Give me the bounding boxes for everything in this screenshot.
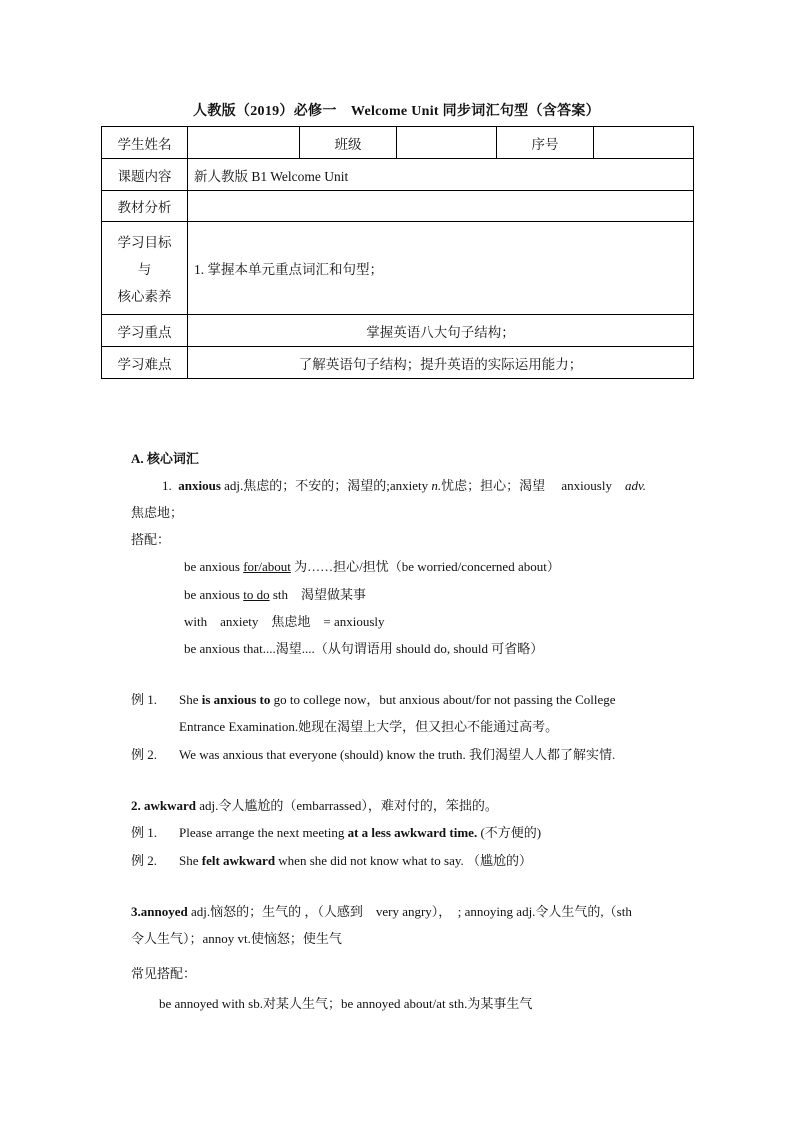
difficult-point-label: 学习难点 (102, 347, 188, 379)
collocation-text: 为……担心/担忧（be worried/concerned about） (290, 559, 560, 574)
example-text: We was anxious that everyone (should) know the truth. 我们渴望人人都了解实情. (179, 747, 616, 762)
collocation-heading: 常见搭配： (131, 966, 197, 981)
entry-annoyed (131, 901, 632, 920)
example-emphasis: at a less awkward time. (347, 825, 478, 840)
goal-label-line: 与 (137, 262, 152, 277)
topic-value: 新人教版 B1 Welcome Unit (188, 159, 694, 191)
info-table (101, 126, 694, 379)
entry-anxious (162, 475, 646, 494)
seat-label: 序号 (497, 127, 594, 159)
example-label: 例 1. (131, 825, 158, 840)
collocation-heading: 搭配： (131, 532, 171, 547)
pos-tag: n. (431, 478, 442, 493)
example-text: Please arrange the next meeting (179, 825, 348, 840)
definition: adj.令人尴尬的（embarrassed），难对付的，笨拙的。 (196, 798, 498, 813)
collocation-item (184, 556, 560, 575)
collocation-item: be annoyed with sb.对某人生气；be annoyed about/at sth.为某事生气 (159, 996, 533, 1011)
definition: 忧虑；担心；渴望 anxiously (441, 478, 625, 493)
table-row (102, 191, 694, 222)
seat-field[interactable] (594, 127, 694, 159)
goal-value: 1. 掌握本单元重点词汇和句型； (188, 222, 694, 315)
key-point-label: 学习重点 (102, 315, 188, 347)
example-text: She (179, 853, 202, 868)
name-label: 学生姓名 (102, 127, 188, 159)
table-row (102, 222, 694, 315)
section-heading: A. 核心词汇 (131, 451, 199, 466)
goal-label (102, 222, 188, 315)
collocation-item (184, 584, 366, 603)
document-title: 人教版（2019）必修一 Welcome Unit 同步词汇句型（含答案） (193, 104, 600, 119)
headword: 3.annoyed (131, 904, 188, 919)
example-sentence (131, 822, 541, 841)
collocation-item: be anxious that....渴望....（从句谓语用 should do, should 可省略） (184, 641, 544, 656)
table-row (102, 127, 694, 159)
example-label: 例 2. (131, 853, 158, 868)
definition: adj.恼怒的；生气的 ，（人感到 very angry）， ; annoying adj.令人生气的,（sth (187, 904, 632, 919)
collocation-keyword: for/about (243, 559, 291, 574)
entry-number: 1. (162, 478, 172, 493)
entry-awkward (131, 795, 498, 814)
collocation-text: be anxious (184, 559, 244, 574)
collocation-text: sth 渴望做某事 (269, 587, 367, 602)
example-label: 例 2. (131, 747, 158, 762)
headword: 2. awkward (131, 798, 197, 813)
collocation-keyword: to do (243, 587, 270, 602)
example-emphasis: is anxious to (201, 692, 271, 707)
example-sentence (131, 689, 616, 708)
example-label: 例 1. (131, 692, 158, 707)
example-text: when she did not know what to say. （尴尬的） (275, 853, 533, 868)
topic-label: 课题内容 (102, 159, 188, 191)
example-sentence (131, 744, 615, 763)
definition: adj.焦虑的；不安的；渴望的;anxiety (220, 478, 432, 493)
difficult-point-value: 了解英语句子结构；提升英语的实际运用能力； (188, 347, 694, 379)
definition-continued: 令人生气）；annoy vt.使恼怒；使生气 (131, 931, 342, 946)
table-row (102, 315, 694, 347)
example-emphasis: felt awkward (201, 853, 276, 868)
example-text: go to college now，but anxious about/for not passing the College (270, 692, 616, 707)
analysis-field[interactable] (188, 191, 694, 222)
class-label: 班级 (300, 127, 397, 159)
table-row (102, 159, 694, 191)
class-field[interactable] (397, 127, 497, 159)
example-text: She (179, 692, 202, 707)
key-point-value: 掌握英语八大句子结构； (188, 315, 694, 347)
goal-label-line: 核心素养 (117, 289, 172, 304)
definition-continued: 焦虑地； (131, 505, 184, 520)
collocation-text: be anxious (184, 587, 244, 602)
headword: anxious (178, 478, 221, 493)
example-sentence (131, 850, 532, 869)
example-sentence-continued: Entrance Examination.她现在渴望上大学，但又担心不能通过高考。 (179, 719, 559, 734)
goal-label-line: 学习目标 (117, 235, 172, 250)
example-text: (不方便的) (477, 825, 542, 840)
analysis-label: 教材分析 (102, 191, 188, 222)
pos-tag: adv. (624, 478, 647, 493)
table-row (102, 347, 694, 379)
collocation-item: with anxiety 焦虑地 = anxiously (184, 614, 385, 629)
name-field[interactable] (188, 127, 300, 159)
